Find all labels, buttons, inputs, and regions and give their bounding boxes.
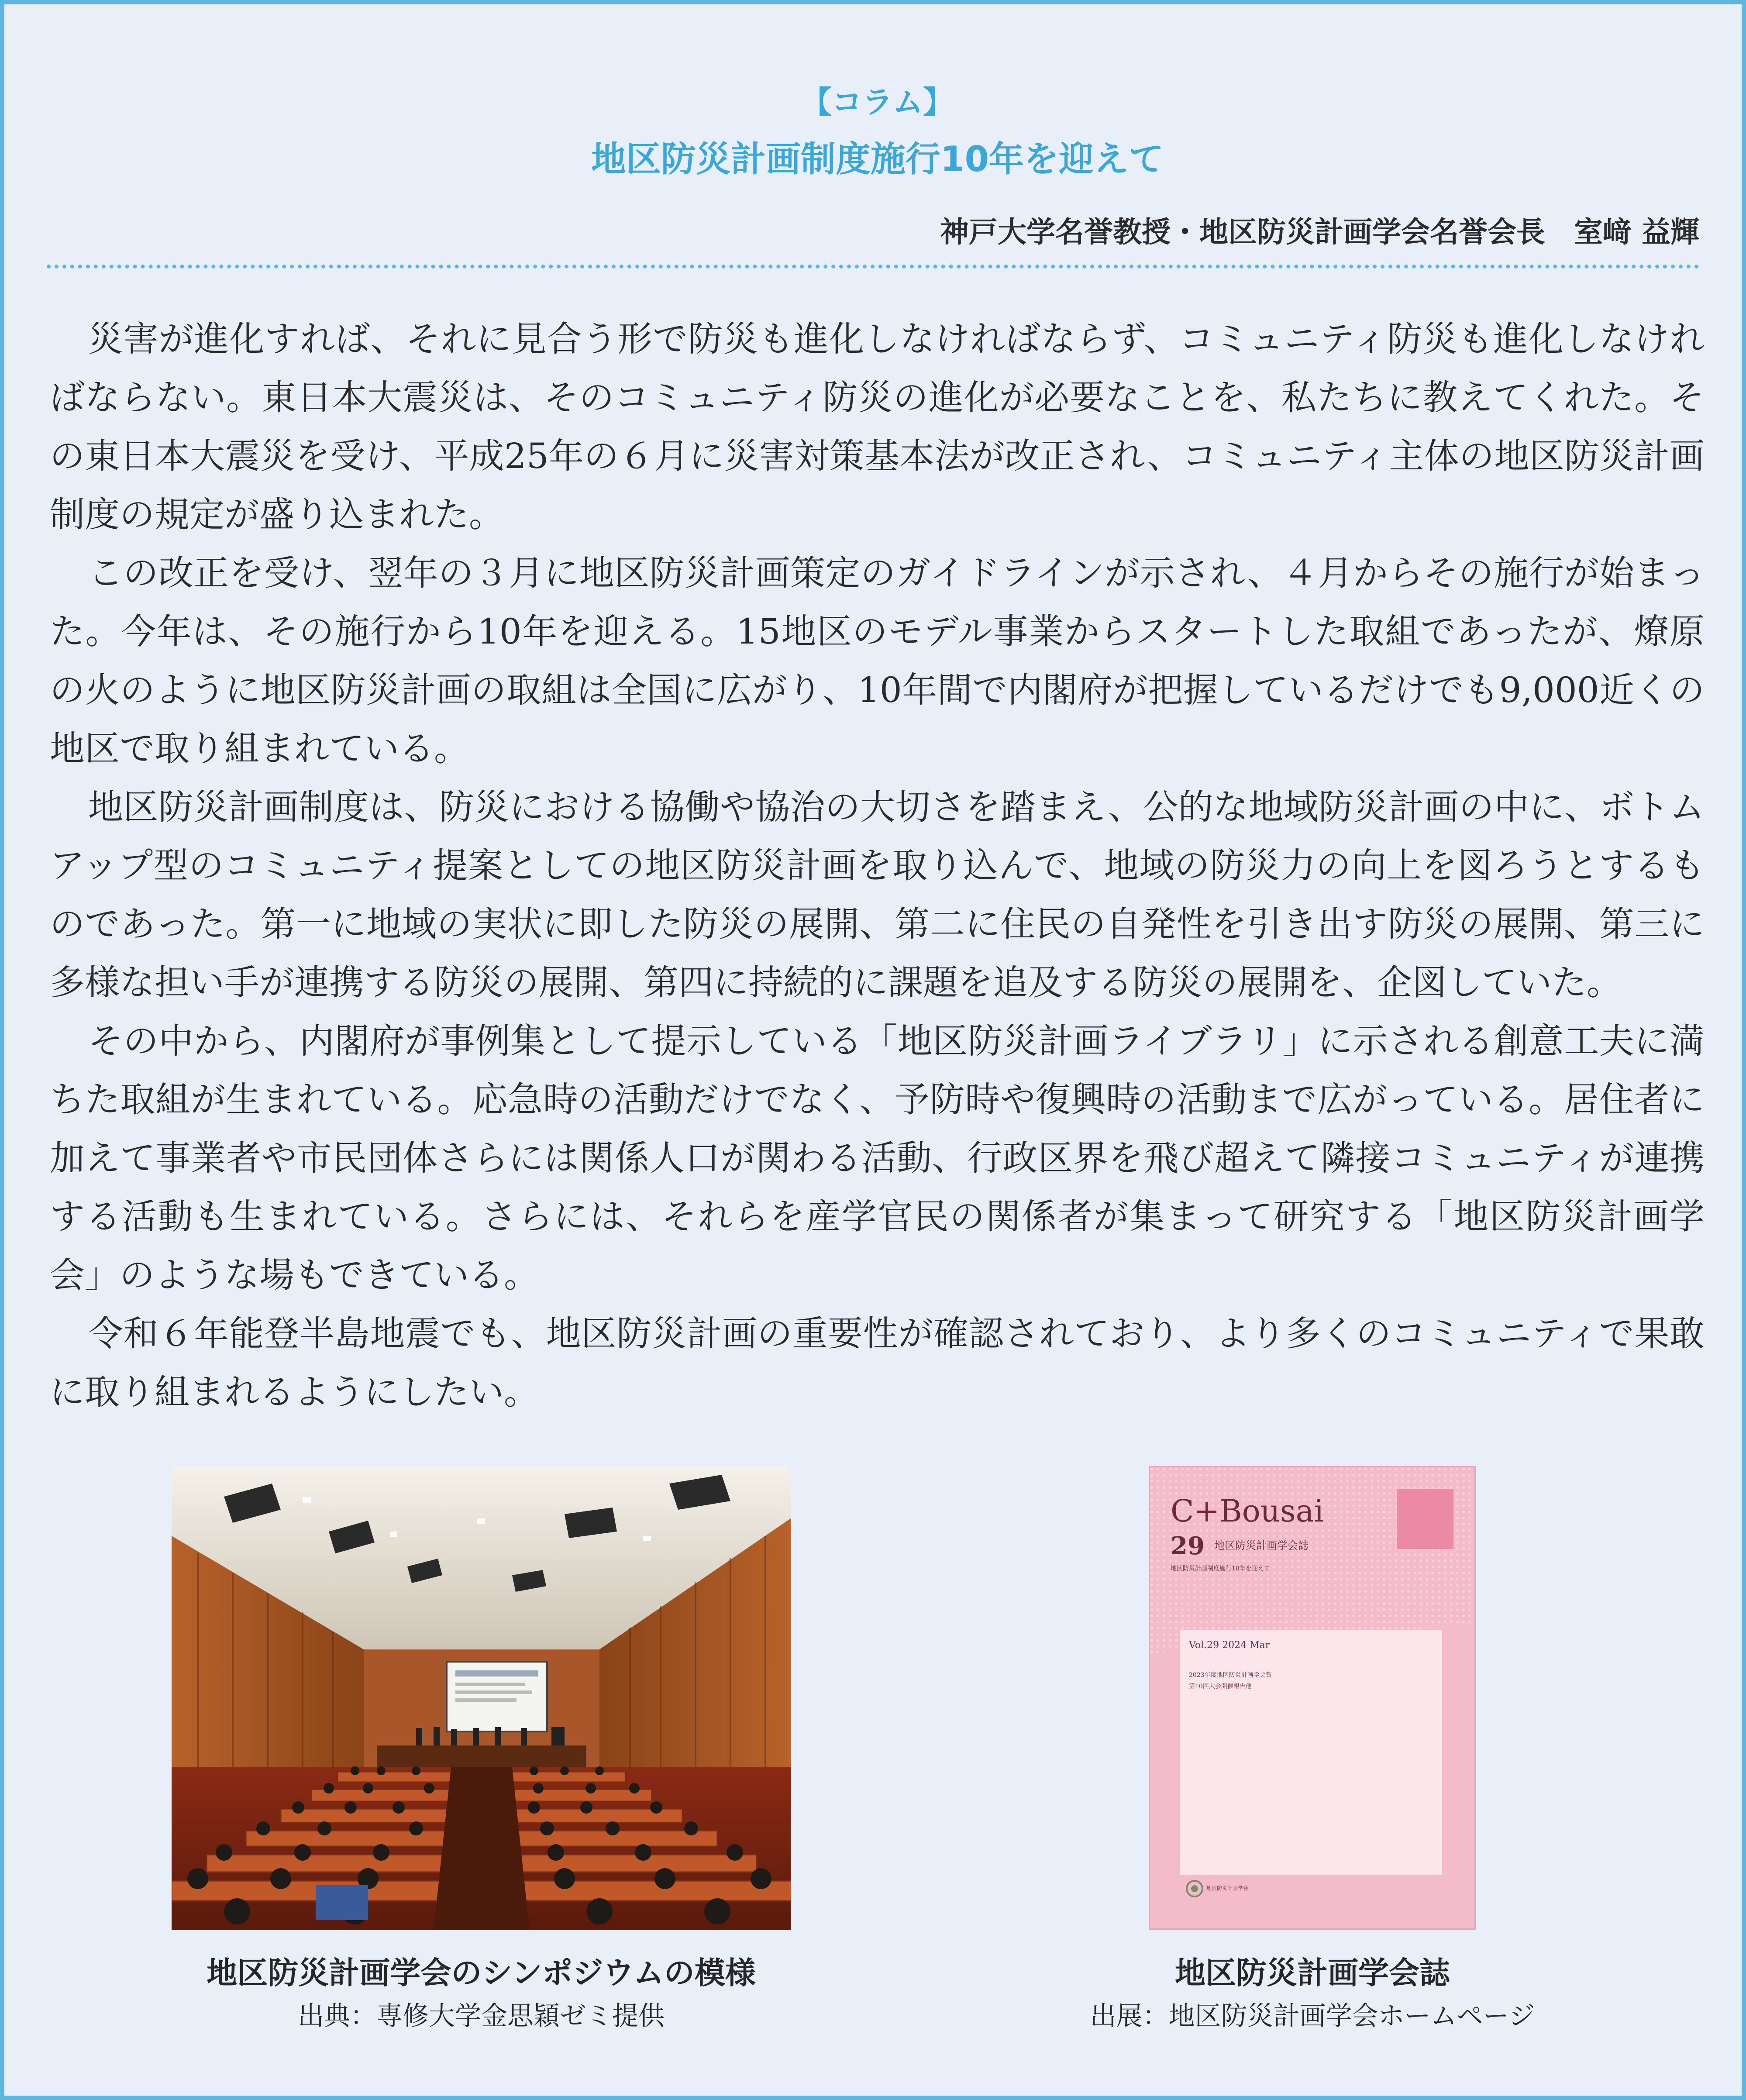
paragraph: 地区防災計画制度は、防災における協働や協治の大切さを踏まえ、公的な地域防災計画の中に、ボトムアップ型のコミュニティ提案としての地区防災計画を取り込んで、地域の防災力の向上を図ろうとするものであった。第一に地域の実状に即した防災の展開、第二に住民の自発性を引き出す防災の展開、第三に多様な担い手が連携する防災の展開、第四に持続的に課題を追及する防災の展開を、企図していた。 bbox=[50, 787, 1705, 1003]
cover-source: 出展：地区防災計画学会ホームページ bbox=[1090, 2001, 1535, 2031]
cover-note: 第10回大会開催報告他 bbox=[1189, 1683, 1252, 1690]
cover-journal-name: 地区防災計画学会誌 bbox=[1214, 1539, 1309, 1552]
cover-accent-square bbox=[1397, 1489, 1453, 1549]
dotted-divider bbox=[47, 265, 1699, 269]
cover-panel bbox=[1180, 1630, 1442, 1875]
cover-note: 2023年度地区防災計画学会賞 bbox=[1189, 1672, 1272, 1679]
column-tag: 【コラム】 bbox=[801, 84, 954, 120]
column-author: 神戸大学名誉教授・地区防災計画学会名誉会長 室﨑 益輝 bbox=[940, 215, 1699, 249]
paragraph: その中から、内閣府が事例集として提示している「地区防災計画ライブラリ」に示される創意工夫に満ちた取組が生まれている。応急時の活動だけでなく、予防時や復興時の活動まで広がっている。居住者に加えて事業者や市民団体さらには関係人口が関わる活動、行政区界を飛び超えて隣接コミュニティが連携する活動も生まれている。さらには、それらを産学官民の関係者が集まって研究する「地区防災計画学会」のような場もできている。 bbox=[50, 1021, 1705, 1295]
cover-brand: C+Bousai bbox=[1171, 1493, 1324, 1529]
cover-volume: Vol.29 2024 Mar bbox=[1189, 1640, 1270, 1651]
photo-caption: 地区防災計画学会のシンポジウムの模様 bbox=[207, 1955, 756, 1991]
symposium-photo bbox=[172, 1466, 791, 1930]
paragraph: この改正を受け、翌年の３月に地区防災計画策定のガイドラインが示され、４月からその施行が始まった。今年は、その施行から10年を迎える。15地区のモデル事業からスタートした取組であったが、燎原の火のように地区防災計画の取組は全国に広がり、10年間で内閣府が把握しているだけでも9,000近くの地区で取り組まれている。 bbox=[50, 553, 1705, 769]
cover-issue: 29 bbox=[1171, 1532, 1205, 1560]
journal-cover bbox=[1149, 1466, 1476, 1930]
paragraph: 災害が進化すれば、それに見合う形で防災も進化しなければならず、コミュニティ防災も進化しなければならない。東日本大震災は、そのコミュニティ防災の進化が必要なことを、私たちに教えてくれた。その東日本大震災を受け、平成25年の６月に災害対策基本法が改正され、コミュニティ主体の地区防災計画制度の規定が盛り込まれた。 bbox=[50, 319, 1705, 535]
cover-publisher: 地区防災計画学会 bbox=[1206, 1885, 1249, 1891]
column-title: 地区防災計画制度施行10年を迎えて bbox=[591, 139, 1164, 179]
photo-source: 出典：専修大学金思穎ゼミ提供 bbox=[298, 2001, 665, 2031]
cover-tagline: 地区防災計画制度施行10年を迎えて bbox=[1171, 1565, 1270, 1572]
paragraph: 令和６年能登半島地震でも、地区防災計画の重要性が確認されており、より多くのコミュニティで果敢に取り組まれるようにしたい。 bbox=[50, 1313, 1705, 1412]
column-body bbox=[50, 310, 1705, 1422]
cover-caption: 地区防災計画学会誌 bbox=[1175, 1955, 1450, 1991]
